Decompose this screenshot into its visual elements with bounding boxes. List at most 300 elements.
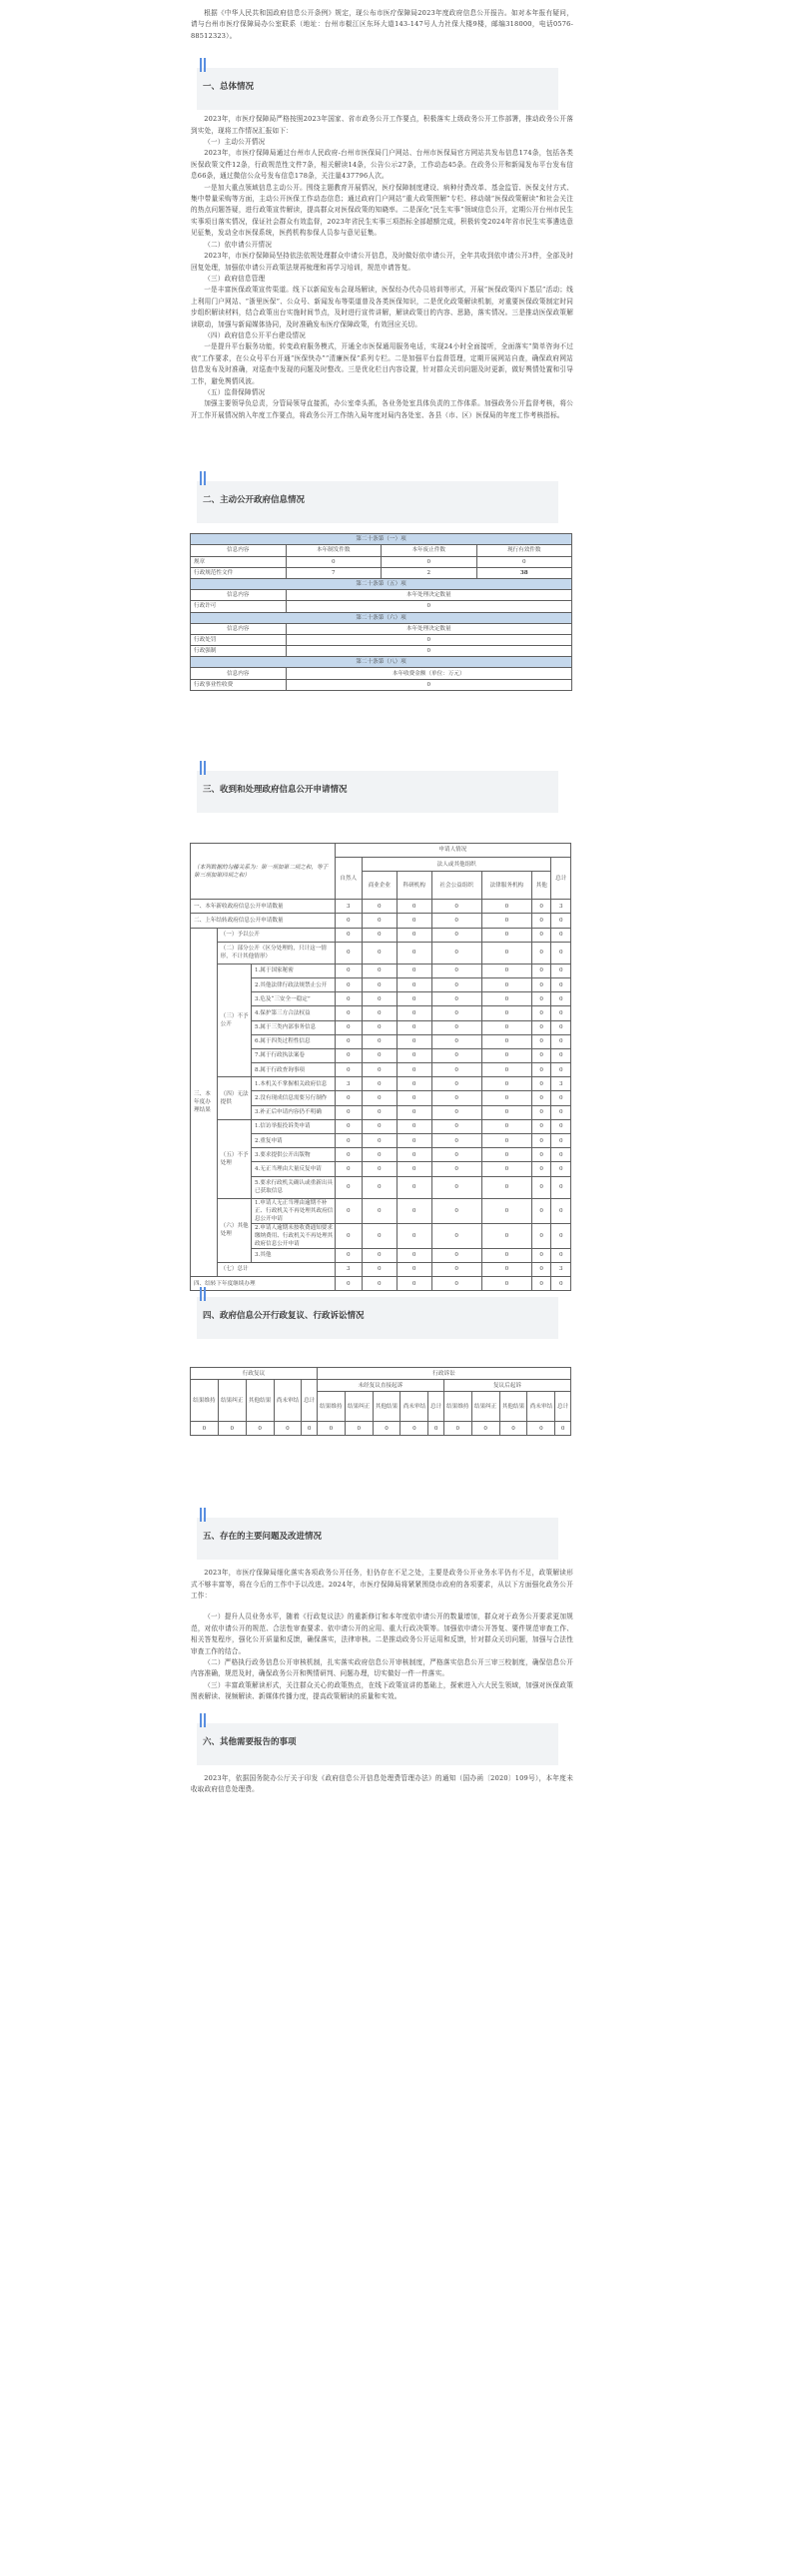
row-label: 1.属于国家秘密 [251,964,335,977]
column-header: 结果纠正 [471,1392,499,1422]
column-header: 申请人情况 [335,843,570,857]
table-cell: 3 [551,1262,571,1276]
table-cell: 0 [551,942,571,964]
table-cell: 0 [335,977,362,991]
paragraph: 2023年，市医疗保障局坚持依法依规处理群众申请公开信息，及时做好依申请公开，全年共收到依申请公开3件，全部及时回复处理，加强依申请公开政策法规再梳理和再学习培训，规范申请答复。 [191,252,573,272]
table-group-header: 第二十条第（五）项 [191,578,572,589]
column-header: 信息内容 [191,545,287,556]
section-4-title: 四、政府信息公开行政复议、行政诉讼情况 [203,1311,365,1322]
table-cell: 0 [362,1063,397,1077]
table-cell: 0 [362,1077,397,1091]
table-cell: 0 [286,601,572,612]
table-cell: 0 [397,928,431,942]
section-marker-icon [200,1713,208,1731]
table-cell: 0 [481,1105,531,1119]
column-header: 本年废止件数 [382,545,477,556]
section-5-title: 五、存在的主要问题及改进情况 [203,1532,323,1543]
table-cell: 0 [362,1248,397,1262]
table-cell: 0 [551,992,571,1006]
table-cell: 0 [397,942,431,964]
table-cell: 0 [551,1276,571,1290]
table-cell: 0 [551,1198,571,1223]
section-5-body [191,1568,573,1702]
table-cell: 7 [286,567,382,578]
table-cell: 0 [481,900,531,914]
table-cell: 0 [335,964,362,977]
column-header: 结果维持 [443,1392,471,1422]
table-row [191,1119,571,1133]
column-header: 总计 [551,858,571,900]
table-cell: 0 [397,1006,431,1020]
section-1-heading [197,68,558,110]
row-label: 2.没有现成信息需要另行制作 [251,1091,335,1105]
table-cell: 0 [443,1422,471,1436]
table-cell: 0 [397,1162,431,1176]
section-5-heading [197,1518,558,1560]
table-cell: 0 [431,1077,481,1091]
row-label: 1.信访举报投诉类申请 [251,1119,335,1133]
application-handling-table [190,843,571,1291]
subheading: （三）政府信息管理 [204,274,266,283]
section-4-heading [197,1297,558,1339]
table-cell: 0 [481,1034,531,1048]
table-cell: 0 [551,1034,571,1048]
table-cell: 0 [481,1006,531,1020]
column-header: 尚未审结 [527,1392,555,1422]
column-header: 信息内容 [191,623,287,634]
table-cell: 0 [218,1422,246,1436]
table-cell: 0 [531,1063,550,1077]
table-cell: 0 [335,1162,362,1176]
table-cell: 0 [551,964,571,977]
row-label: 1.申请人无正当理由逾期不补正、行政机关不再处理其政府信息公开申请 [251,1198,335,1223]
subheading: （一）主动公开情况 [204,138,266,147]
table-cell: 0 [362,992,397,1006]
table-cell: 0 [397,900,431,914]
table-cell: 0 [397,992,431,1006]
table-cell: 0 [362,1119,397,1133]
row-label: 3.危及“三安全一稳定” [251,992,335,1006]
paragraph: 加强主要领导负总责，分管局领导直接抓，办公室牵头抓，各业务处室具体负责的工作体系。加强政务公开监督考核，将公开工作开展情况纳入年度工作要点，将政务公开工作纳入局年度对局内各处室、各县（市、区）医保局的年度工作考核指标。 [191,399,573,419]
table-cell: 0 [362,928,397,942]
table-cell: 2 [382,567,477,578]
table-cell: 0 [531,992,550,1006]
table-cell: 3 [335,900,362,914]
row-label: 二、上年结转政府信息公开申请数量 [191,914,336,928]
table-cell: 0 [551,1119,571,1133]
table-cell: 0 [397,977,431,991]
row-label: 5.要求行政机关确认或重新出具已获取信息 [251,1176,335,1198]
table-cell: 0 [362,1105,397,1119]
column-header: 本年制发件数 [286,545,382,556]
table-cell: 0 [362,1134,397,1148]
row-label: （三）不予公开 [217,964,251,1077]
paragraph: 一是提升平台服务功能，转变政府服务模式，开通全市医保通用服务电话，实现24小时全面接听，全面落实“简单咨询不过夜”工作要求，在公众号平台开通“医保快办”“清廉医保”系列专栏。二是加强平台监督管理，定期开展网站自查，确保政府网站信息发布及时准确，对巡查中发现的问题及时整改。三是优化栏目内容设置，针对群众关切问题及时更新，做好舆情处置和引导工作，避免舆情风波。 [191,342,573,385]
row-label: 3.其他 [251,1248,335,1262]
table-cell: 0 [531,1119,550,1133]
section-marker-icon [200,1508,208,1526]
row-label: （六）其他处理 [217,1198,251,1262]
table-cell: 0 [335,1134,362,1148]
table-cell: 3 [551,900,571,914]
table-cell: 0 [531,977,550,991]
table-cell: 0 [531,1223,550,1248]
column-header: 总计 [428,1392,444,1422]
row-label: 四、结转下年度继续办理 [191,1276,336,1290]
table-cell: 0 [397,1276,431,1290]
table-cell: 0 [431,1248,481,1262]
row-label: 2.申请人逾期未按收费通知要求缴纳费用、行政机关不再处理其政府信息公开申请 [251,1223,335,1248]
table-cell: 0 [286,646,572,657]
table-cell: 0 [335,1105,362,1119]
row-label: 7.属于行政执法案卷 [251,1048,335,1062]
table-cell: 0 [431,1262,481,1276]
column-header: 行政复议 [191,1368,318,1380]
section-2-title: 二、主动公开政府信息情况 [203,495,306,506]
table-cell: 0 [499,1422,527,1436]
row-label: 1.本机关不掌握相关政府信息 [251,1077,335,1091]
table-row [191,634,572,645]
table-cell: 0 [431,942,481,964]
table-group-header: 第二十条第（一）项 [191,534,572,545]
table-cell: 0 [551,1063,571,1077]
paragraph: 2023年，依据国务院办公厅关于印发《政府信息公开信息处理费管理办法》的通知（国办函〔2020〕109号），本年度未收取政府信息处理费。 [191,1773,573,1793]
row-label: 5.属于三类内部事务信息 [251,1020,335,1034]
table-cell: 0 [481,1223,531,1248]
table-cell: 0 [431,1119,481,1133]
section-3-heading [197,771,558,813]
table-cell: 0 [531,1105,550,1119]
table-cell: 0 [431,1006,481,1020]
paragraph: （三）丰富政策解读形式，关注群众关心的政策热点，在线下政策宣讲的基础上，探索进入六大民生领域，加强对医保政策图表解读、视频解读、新媒体传播力度，提高政策解读的质量和实效。 [191,1680,573,1701]
column-header: 本年处理决定数量 [286,590,572,601]
table-cell: 0 [431,1105,481,1119]
column-header: 自然人 [335,858,362,900]
table-row [191,1077,571,1091]
table-cell: 0 [551,1006,571,1020]
column-header: 结果维持 [317,1392,345,1422]
table-cell: 0 [481,928,531,942]
table-cell: 0 [551,1176,571,1198]
table-row [191,601,572,612]
table-cell: 0 [531,1006,550,1020]
table-cell: 0 [476,556,572,567]
column-header: 商业企业 [362,872,397,900]
table-cell: 0 [362,1034,397,1048]
table-cell: 0 [335,1034,362,1048]
table-cell: 0 [531,1077,550,1091]
column-header: 现行有效件数 [476,545,572,556]
table-cell: 0 [274,1422,302,1436]
table-cell: 0 [317,1422,345,1436]
row-label: （七）总计 [217,1262,335,1276]
table-cell: 0 [302,1422,318,1436]
table-cell: 0 [286,634,572,645]
table-cell: 0 [551,1223,571,1248]
table-cell: 0 [531,1276,550,1290]
table-cell: 0 [397,1134,431,1148]
table-cell: 0 [481,1162,531,1176]
table-row [191,900,571,914]
table-cell: 0 [481,1276,531,1290]
table-cell: 0 [531,1091,550,1105]
table-cell: 行政规范性文件 [191,567,287,578]
table-cell: 0 [531,1262,550,1276]
table-cell: 0 [531,1176,550,1198]
row-label: 3.补正后申请内容仍不明确 [251,1105,335,1119]
table-cell: 0 [400,1422,428,1436]
paragraph: 2023年，市医疗保障局细化落实各项政务公开任务，但仍存在不足之处，主要是政务公开业务水平仍有不足，政策解读形式不够丰富等，将在今后的工作中予以改进。2024年，市医疗保障局将紧紧围绕市政府的各项要求，从以下方面强化政务公开工作： [191,1569,573,1600]
table-cell: 0 [431,1020,481,1034]
table-cell: 0 [362,1223,397,1248]
row-label: 2.重复申请 [251,1134,335,1148]
row-label: 2.其他法律行政法规禁止公开 [251,977,335,991]
table-row [191,964,571,977]
table-group-header: 第二十条第（八）项 [191,657,572,668]
section-1-body [191,114,573,421]
table-cell: 0 [362,1006,397,1020]
corner-note: （本列数据的勾稽关系为：第一项加第二项之和，等于第三项加第四项之和） [191,843,336,899]
table-cell: 0 [431,900,481,914]
table-cell: 0 [362,964,397,977]
column-header: 信息内容 [191,668,287,679]
table-cell: 0 [397,1105,431,1119]
table-cell: 0 [431,1148,481,1162]
table-cell: 0 [531,1134,550,1148]
table-cell: 0 [481,1063,531,1077]
table-cell: 0 [531,928,550,942]
paragraph: 一是丰富医保政策宣传渠道。线下以新闻发布会现场解读，医保经办代办员培训等形式，开展“医保政策四下基层”活动；线上利用门户网站、“浙里医保”、公众号、新闻发布等渠道普及各类医保知识，二是优化政策解读机制，对重要医保政策制定时同步组织解读材料，结合政策出台实施时间节点，及时进行宣传讲解，解读政策目的内容、思路，落实情况。三是推动医保政策解读联动，加强与新闻媒体协同，及时准确发布医疗保障政策，有效回应关切。 [191,286,573,328]
table-row [191,914,571,928]
column-header: 本年收费金额（单位：万元） [286,668,572,679]
table-cell: 0 [335,1198,362,1223]
table-cell: 行政许可 [191,601,287,612]
table-cell: 0 [335,1063,362,1077]
table-cell: 0 [335,1148,362,1162]
column-header: 其他结果 [246,1380,274,1422]
column-header: 信息内容 [191,590,287,601]
row-label: 3.要求提供公开出版物 [251,1148,335,1162]
column-header: 科研机构 [397,872,431,900]
table-cell: 0 [335,1276,362,1290]
column-header: 结果纠正 [345,1392,373,1422]
table-cell: 0 [191,1422,219,1436]
table-cell: 0 [382,556,477,567]
table-row [191,679,572,690]
column-header: 其他结果 [499,1392,527,1422]
subheading: （二）依申请公开情况 [204,240,273,249]
column-header: 结果维持 [191,1380,219,1422]
table-cell: 0 [431,1223,481,1248]
table-cell: 0 [431,1063,481,1077]
table-cell: 0 [555,1422,571,1436]
table-cell: 0 [335,1020,362,1034]
table-cell: 0 [397,1063,431,1077]
table-cell: 0 [531,964,550,977]
review-litigation-table [190,1367,571,1436]
table-cell: 0 [551,1091,571,1105]
row-label: （四）无法提供 [217,1077,251,1120]
table-cell: 0 [531,1198,550,1223]
table-cell: 0 [335,942,362,964]
table-cell: 0 [481,1020,531,1034]
column-header: 结果纠正 [218,1380,246,1422]
section-6-body [191,1773,573,1796]
table-cell: 0 [551,914,571,928]
table-cell: 0 [335,992,362,1006]
table-cell: 0 [362,1091,397,1105]
column-header: 复议后起诉 [443,1380,570,1392]
table-cell: 0 [481,1119,531,1133]
table-cell: 0 [531,1048,550,1062]
table-cell: 0 [481,1148,531,1162]
table-cell: 3 [335,1262,362,1276]
table-cell: 0 [397,914,431,928]
table-cell: 0 [431,1091,481,1105]
table-cell: 0 [397,1091,431,1105]
intro-paragraph: 根据《中华人民共和国政府信息公开条例》规定，现公布市医疗保障局2023年度政府信息公开报告。如对本年报有疑问，请与台州市医疗保障局办公室联系（地址：台州市椒江区东环大道143-147号人力社保大楼9楼，邮编318000，电话0576-88512323）。 [191,9,573,40]
section-marker-icon [200,58,208,76]
column-header: 尚未审结 [274,1380,302,1422]
paragraph: （二）严格执行政务信息公开审核机制，扎实落实政府信息公开审核制度，严格落实信息公开三审三校制度，确保信息公开内容准确，规范及时，确保政务公开和舆情研判、问题办理，切实做好一件一件落实。 [191,1657,573,1678]
table-cell: 0 [551,1048,571,1062]
table-cell: 0 [335,1119,362,1133]
table-cell: 0 [362,942,397,964]
table-cell: 0 [551,1134,571,1148]
table-cell: 0 [481,1248,531,1262]
table-cell: 0 [335,1091,362,1105]
table-cell: 0 [431,964,481,977]
section-6-title: 六、其他需要报告的事项 [203,1736,297,1747]
table-cell: 0 [481,977,531,991]
table-cell: 0 [431,1034,481,1048]
column-header: 法律服务机构 [481,872,531,900]
section-marker-icon [200,1287,208,1305]
table-cell: 0 [481,1048,531,1062]
table-cell: 行政事业性收费 [191,679,287,690]
table-cell: 0 [397,1077,431,1091]
table-cell: 3 [551,1077,571,1091]
column-header: 行政诉讼 [317,1368,570,1380]
table-cell: 0 [397,1148,431,1162]
section-marker-icon [200,761,208,779]
table-cell: 0 [362,1198,397,1223]
column-header: 本年处理决定数量 [286,623,572,634]
table-cell: 0 [335,1248,362,1262]
table-cell: 0 [481,1262,531,1276]
table-cell: 0 [481,1134,531,1148]
column-header: 未经复议直接起诉 [317,1380,443,1392]
table-cell: 0 [531,1148,550,1162]
table-cell: 0 [397,1248,431,1262]
table-cell: 0 [531,914,550,928]
table-row [191,928,571,942]
section-marker-icon [200,471,208,489]
table-cell: 0 [335,1048,362,1062]
table-cell: 0 [481,992,531,1006]
table-cell: 0 [481,1091,531,1105]
table-row [191,1262,571,1276]
table-cell: 0 [431,1134,481,1148]
table-cell: 0 [551,1020,571,1034]
table-cell: 0 [527,1422,555,1436]
table-cell: 0 [531,1020,550,1034]
row-label: 8.属于行政查询事项 [251,1063,335,1077]
table-cell: 0 [397,1119,431,1133]
table-cell: 0 [481,1176,531,1198]
table-row [191,556,572,567]
table-cell: 0 [551,928,571,942]
table-cell: 0 [335,928,362,942]
row-label: 6.属于四类过程性信息 [251,1034,335,1048]
row-label: （二）部分公开（区分处理的，只计这一情形，不计其他情形） [217,942,335,964]
table-row [191,1422,571,1436]
table-row [191,1198,571,1223]
subheading: （四）政府信息公开平台建设情况 [204,330,307,339]
table-cell: 0 [362,900,397,914]
table-row [191,567,572,578]
table-cell: 0 [335,1223,362,1248]
table-cell: 行政处罚 [191,634,287,645]
table-cell: 0 [286,556,382,567]
subheading: （五）监督保障情况 [204,387,266,396]
table-cell: 0 [531,1248,550,1262]
table-cell: 0 [428,1422,444,1436]
table-cell: 0 [431,1162,481,1176]
table-cell: 0 [397,1048,431,1062]
table-cell: 38 [476,567,572,578]
table-cell: 0 [431,928,481,942]
column-header: 法人或其他组织 [362,858,551,872]
table-cell: 规章 [191,556,287,567]
table-cell: 0 [431,1198,481,1223]
table-cell: 0 [362,1276,397,1290]
table-row [191,1276,571,1290]
table-cell: 0 [431,992,481,1006]
table-cell: 0 [397,1262,431,1276]
section-3-title: 三、收到和处理政府信息公开申请情况 [203,784,348,795]
table-cell: 0 [551,1162,571,1176]
table-group-header: 第二十条第（六）项 [191,612,572,623]
table-cell: 0 [481,942,531,964]
table-cell: 0 [397,1198,431,1223]
column-header: 总计 [302,1380,318,1422]
intro-block [191,8,573,42]
table-cell: 0 [335,1006,362,1020]
table-cell: 0 [551,1248,571,1262]
table-cell: 0 [373,1422,400,1436]
table-cell: 0 [362,1176,397,1198]
table-cell: 0 [551,1105,571,1119]
column-header: 社会公益组织 [431,872,481,900]
table-cell: 0 [397,1176,431,1198]
table-cell: 0 [362,914,397,928]
table-cell: 0 [431,914,481,928]
table-cell: 0 [481,964,531,977]
table-cell: 0 [362,1162,397,1176]
table-cell: 0 [286,679,572,690]
table-cell: 0 [362,977,397,991]
table-cell: 0 [362,1148,397,1162]
paragraph: （一）提升人员业务水平，随着《行政复议法》的重新修订和本年度依申请公开的数量增加，群众对于政务公开要求更加规范，对依申请公开的规范、合法性审查要求、依申请公开的应用、重大行政决策等。加强依申请公开答复、要件规范审查工作、相关答复程序，强化公开质量和反馈，确保落实，法律审核。二是推动政务公开运用和反馈，针对群众关切问题，加强与合法性审查工作的结合。 [191,1612,573,1655]
section-1-title: 一、总体情况 [203,82,255,93]
table-cell: 0 [362,1048,397,1062]
column-header: 其他 [531,872,550,900]
table-cell: 0 [481,914,531,928]
table-cell: 0 [345,1422,373,1436]
table-cell: 0 [431,1048,481,1062]
row-label: 一、本年新收政府信息公开申请数量 [191,900,336,914]
